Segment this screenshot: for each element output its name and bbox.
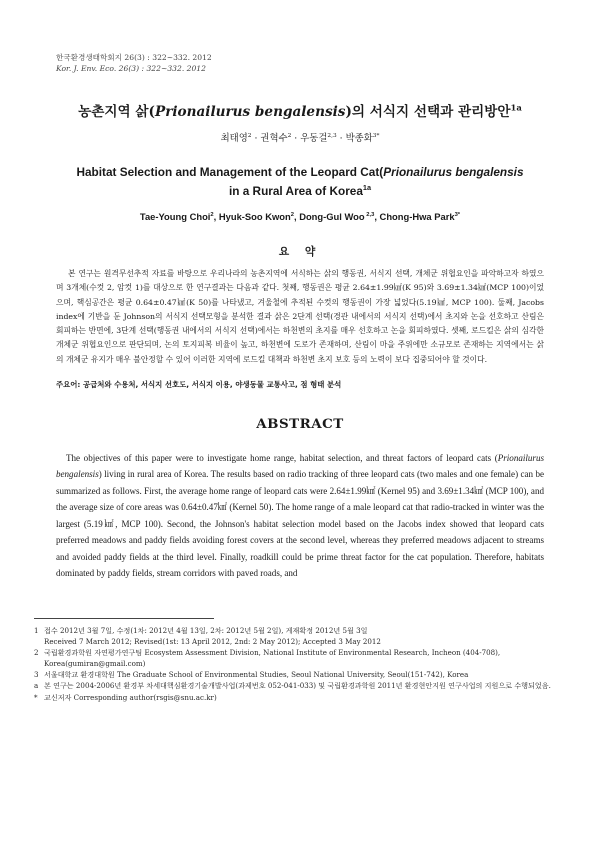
author-affiliation-mark: 3* bbox=[372, 132, 380, 139]
abstract-en-part1: The objectives of this paper were to investigate home range, habitat selection, and threat factors of leopard cats ( bbox=[66, 453, 498, 464]
author-name: 최태영 bbox=[220, 133, 248, 144]
title-kr-pre: 농촌지역 삵( bbox=[78, 104, 155, 120]
journal-citation-kr: 한국환경생태학회지 26(3) : 322~332. 2012 bbox=[56, 53, 212, 62]
heading-korean-abstract: 요 약 bbox=[278, 245, 322, 258]
author-affiliation-mark: 2 bbox=[287, 132, 292, 139]
author-affiliation-mark: 2 bbox=[247, 132, 252, 139]
footnote-item bbox=[34, 647, 556, 669]
abstract-english bbox=[56, 450, 544, 581]
title-en-species: Prionailurus bengalensis bbox=[383, 165, 524, 179]
footnote-mark: 3 bbox=[34, 670, 39, 680]
footnote-text bbox=[44, 647, 556, 669]
footnote-item bbox=[34, 692, 556, 703]
title-english bbox=[56, 163, 544, 201]
footnote-text bbox=[44, 680, 556, 691]
abstract-en-part2: ) living in rural area of Korea. The results based on radio tracking of three leopard cats (two males and one female) can be summarized as follows. First, the average home range of leopard cats were 2.64±1.99㎢ (Kernel 95) and 3.69±1.34㎢ (MCP 100), and the average size of core areas was 0.64±0.47㎢ (Kernel 50). The home range of a male leopard cat that radio-tracked in winter was the largest (5.19㎢, MCP 100). Second, the Johnson's habitat selection model based on the Jacobs index showed that leopard cats preferred meadows and paddy fields avoiding forest covers at the second level, whereas they preferred meadows adjacent to streams and avoided paddy fields at the third level. Finally, roadkill could be prime threat factor for the cat population. Therefore, habitats dominated by paddy fields, stream corridors with paved roads, and bbox=[56, 469, 544, 578]
keywords-korean: 주요어: 공급처와 수용처, 서식지 선호도, 서식지 이용, 야생동물 교통사고, 점 형태 분석 bbox=[56, 380, 342, 390]
author-separator: , bbox=[374, 211, 380, 222]
title-kr-post: )의 서식지 선택과 관리방안 bbox=[345, 104, 511, 120]
authors-english bbox=[56, 211, 544, 222]
author-separator: , bbox=[293, 211, 300, 222]
title-en-pre: Habitat Selection and Management of the Leopard Cat( bbox=[76, 165, 384, 179]
author-separator: · bbox=[251, 133, 261, 144]
footnote-text bbox=[44, 692, 556, 703]
footnote-item bbox=[34, 680, 556, 691]
author-affiliation-mark: 2,3 bbox=[364, 211, 375, 218]
footnote-line: 서울대학교 환경대학원 The Graduate School of Environmental Studies, Seoul National University, Seoul(151-742), Korea bbox=[44, 670, 469, 680]
footnote-item bbox=[34, 669, 556, 680]
author-name: 박종화 bbox=[345, 133, 373, 144]
author-name: 우동걸 bbox=[300, 133, 328, 144]
title-en-line2 bbox=[56, 182, 544, 201]
footnote-mark: 1 bbox=[34, 626, 39, 635]
footnote-text bbox=[44, 669, 556, 680]
title-en-footnote-mark: 1a bbox=[362, 183, 372, 193]
footnote-line: 국립환경과학원 자연평가연구팀 Ecosystem Assessment Division, National Institute of Environmental Research, Incheon (404-708), Korea(gumiran@gmail.com) bbox=[44, 648, 501, 669]
heading-abstract: ABSTRACT bbox=[256, 416, 344, 433]
title-korean bbox=[56, 103, 544, 121]
footnotes bbox=[34, 625, 556, 703]
footnote-mark: * bbox=[34, 692, 38, 702]
footnote-line: Received 7 March 2012; Revised(1st: 13 April 2012, 2nd: 2 May 2012); Accepted 3 May 2012 bbox=[44, 637, 381, 647]
footnote-mark: 2 bbox=[34, 648, 39, 658]
footnote-text bbox=[44, 625, 556, 647]
author-separator: · bbox=[291, 133, 301, 144]
abstract-korean: 본 연구는 원격무선추적 자료를 바탕으로 우리나라의 농촌지역에 서식하는 삵의 행동권, 서식지 선택, 개체군 위협요인을 파악하고자 하였으며 3개체(수컷 2, 암컷 1)를 대상으로 한 연구결과는 다음과 같다. 첫째, 행동권은 평균 2.64±1.99㎢(K 95)와 3.69±1.34㎢(MCP 100)이었으며, 핵심공간은 평균 0.64±0.47㎢(K 50)를 나타냈고, 겨울철에 추적된 수컷의 행동권이 가장 넓었다(5.19㎢, MCP 100). 둘째, Jacobs index에 기반을 둔 Johnson의 서식지 선택모형을 분석한 결과 삵은 2단계 선택(경관 내에서의 서식지 선택)에서 초지와 논을 선호하고 산림은 회피하는 반면에, 3단계 선택(행동권 내에서의 서식지 선택)에서는 하천변의 초지를 매우 선호하고 논을 회피하였다. 셋째, 로드킬은 삵의 심각한 개체군 위협요인으로 판단되며, 논의 토지피복 비율이 높고, 하천변에 도로가 존재하며, 산림이 마을 주위에만 소규모로 존재하는 지역에서는 삵의 개체군 유지가 매우 불안정할 수 있어 이러한 지역에 로드킬 대책과 하천변 초지 보호 등의 노력이 보다 집중되어야 할 것이다. bbox=[56, 269, 544, 364]
author-name: Hyuk-Soo Kwon bbox=[218, 211, 291, 222]
author-affiliation-mark: 3* bbox=[454, 211, 461, 218]
footnote-line: 본 연구는 2004-2006년 환경부 차세대핵심환경기술개발사업(과제번호 052-041-033) 및 국립환경과학원 2011년 환경현안지원 연구사업의 지원으로 수행되었음. bbox=[44, 681, 551, 691]
journal-header bbox=[56, 52, 544, 74]
author-affiliation-mark: 2 bbox=[210, 211, 214, 218]
author-name: 권혁수 bbox=[260, 133, 288, 144]
footnote-line: 교신저자 Corresponding author(rsgis@snu.ac.kr) bbox=[44, 692, 217, 702]
title-kr-species: Prionailurus bengalensis bbox=[154, 104, 346, 120]
title-kr-footnote-mark: 1a bbox=[510, 102, 522, 113]
abstract-en-species: Prionailurus bengalensis bbox=[56, 453, 544, 480]
author-affiliation-mark: 2 bbox=[290, 211, 294, 218]
author-separator: · bbox=[336, 133, 346, 144]
author-affiliation-mark: 2,3 bbox=[327, 132, 337, 139]
title-en-line1 bbox=[56, 163, 544, 182]
author-separator: , bbox=[213, 211, 219, 222]
authors-korean bbox=[56, 130, 544, 144]
footnote-rule bbox=[34, 618, 214, 619]
author-name: Tae-Young Choi bbox=[139, 211, 211, 222]
title-en-line2-text: in a Rural Area of Korea bbox=[228, 184, 363, 198]
footnote-mark: a bbox=[34, 681, 39, 691]
author-name: Dong-Gul Woo bbox=[299, 211, 365, 222]
journal-citation-en: Kor. J. Env. Eco. 26(3) : 322~332. 2012 bbox=[56, 64, 206, 73]
author-name: Chong-Hwa Park bbox=[379, 211, 455, 222]
footnote-item bbox=[34, 625, 556, 647]
footnote-line: 접수 2012년 3월 7일, 수정(1차: 2012년 4월 13일, 2차: 2012년 5월 2일), 게재확정 2012년 5월 3일 bbox=[44, 626, 368, 635]
